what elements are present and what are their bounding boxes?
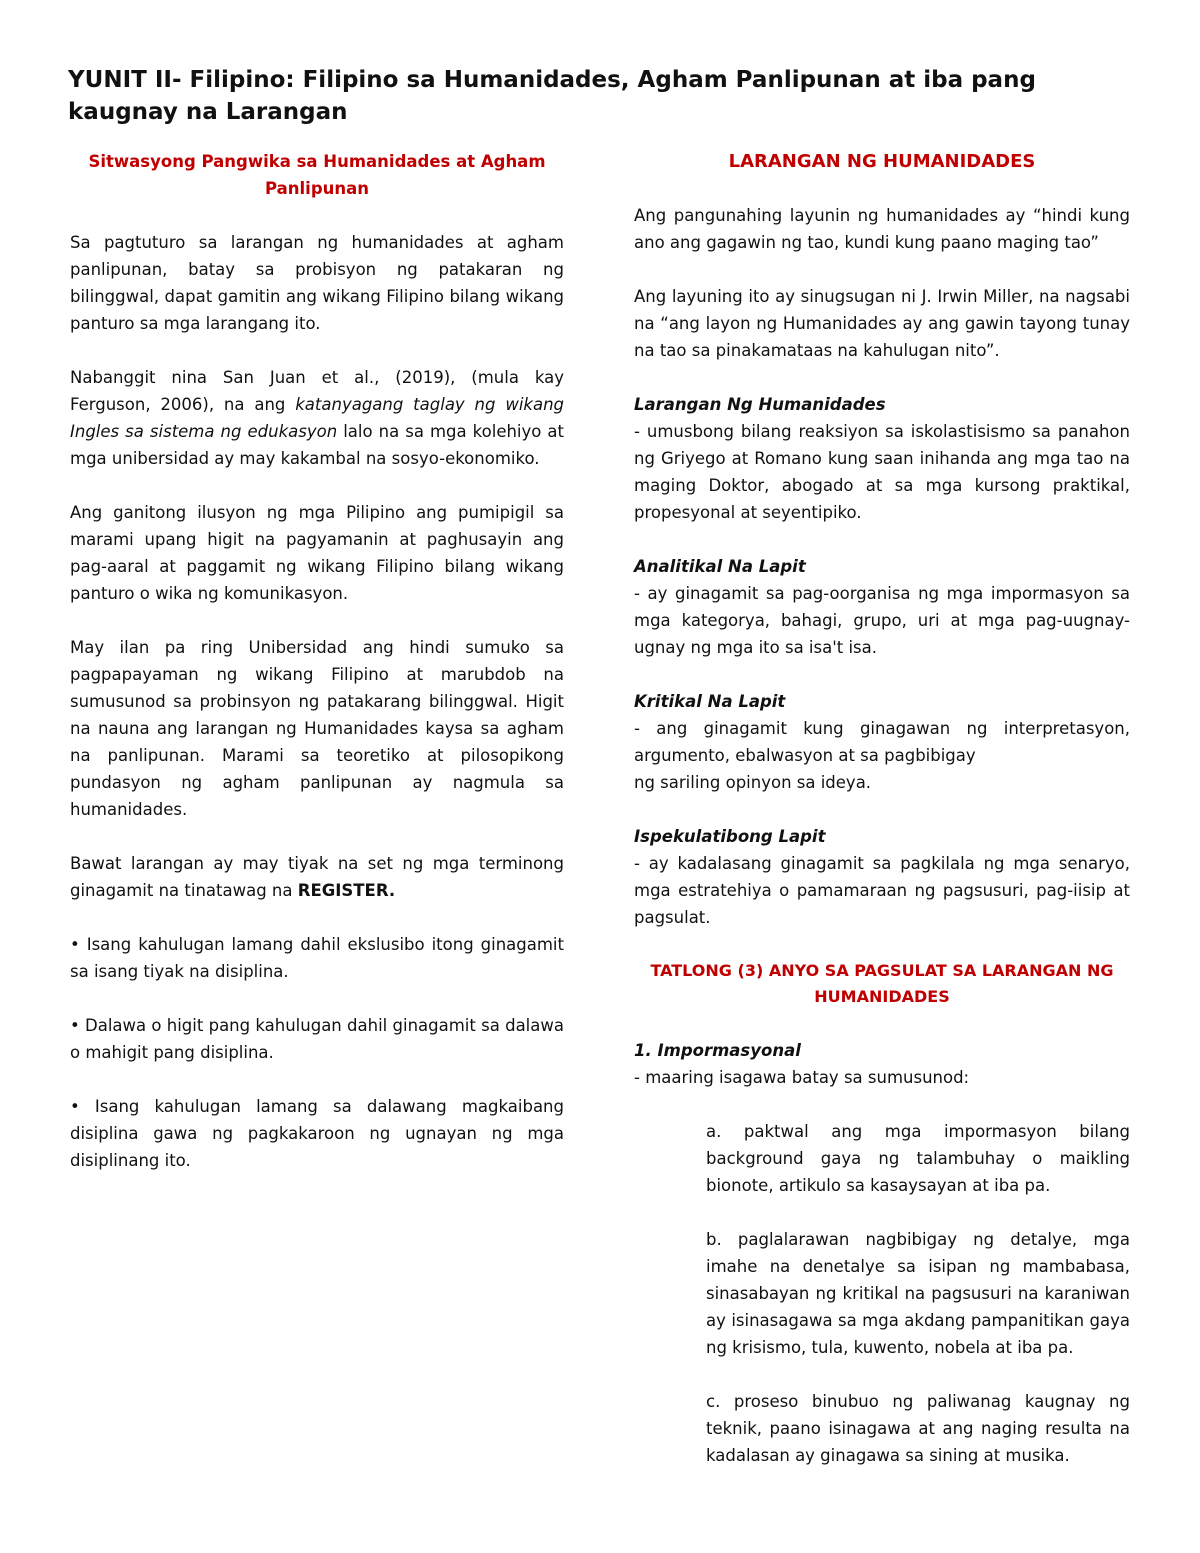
anyo-heading: TATLONG (3) ANYO SA PAGSULAT SA LARANGAN NG HUMANIDADES xyxy=(650,961,1114,1006)
numbered-item-1-text: - maaring isagawa batay sa sumusunod: xyxy=(634,1068,970,1087)
bullet-item-1: • Isang kahulugan lamang dahil ekslusibo itong ginagamit sa isang tiyak na disiplina. xyxy=(70,935,564,981)
page-title: YUNIT II- Filipino: Filipino sa Humanidades, Agham Panlipunan at iba pang kaugnay na Larangan xyxy=(68,67,1036,125)
kritikal-text-1: - ang ginagamit kung ginagawan ng interpretasyon, argumento, ebalwasyon at sa pagbibigay xyxy=(634,719,1130,765)
ispekulatibo-text: - ay kadalasang ginagamit sa pagkilala ng mga senaryo, mga estratehiya o pamamaraan ng pagsusuri, pag-iisip at pagsulat. xyxy=(634,854,1130,927)
right-column xyxy=(634,148,1130,1469)
left-paragraph-2-start: Nabanggit nina San Juan et al., (2019), (mula kay Ferguson, 2006), na ang xyxy=(70,368,564,414)
larangan-text: - umusbong bilang reaksiyon sa iskolastisismo sa panahon ng Griyego at Romano kung saan inihanda ang mga tao na maging Doktor, abogado at sa mga kursong praktikal, propesyonal at seyentipiko. xyxy=(634,422,1130,522)
bullet-item-2: • Dalawa o higit pang kahulugan dahil ginagamit sa dalawa o mahigit pang disiplina. xyxy=(70,1016,564,1062)
left-paragraph-1: Sa pagtuturo sa larangan ng humanidades at agham panlipunan, batay sa probisyon ng patakaran ng bilinggwal, dapat gamitin ang wikang Filipino bilang wikang panturo sa mga larangang ito. xyxy=(70,233,564,333)
left-paragraph-3: Ang ganitong ilusyon ng mga Pilipino ang pumipigil sa marami upang higit na pagyamanin at paghusayin ang pag-aaral at paggamit ng wikang Filipino bilang wikang panturo o wika ng komunikasyon. xyxy=(70,503,564,603)
sub-item-a: a. paktwal ang mga impormasyon bilang background gaya ng talambuhay o maikling bionote, artikulo sa kasaysayan at iba pa. xyxy=(706,1122,1130,1195)
left-section-heading: Sitwasyong Pangwika sa Humanidades at Agham Panlipunan xyxy=(88,152,546,198)
register-term: REGISTER. xyxy=(297,881,396,900)
sub-item-c: c. proseso binubuo ng paliwanag kaugnay ng teknik, paano isinagawa at ang naging resulta na kadalasan ay ginagawa sa sining at musika. xyxy=(706,1392,1130,1465)
kritikal-text-2: ng sariling opinyon sa ideya. xyxy=(634,773,872,792)
numbered-item-1-title: 1. Impormasyonal xyxy=(634,1041,801,1060)
right-section-heading: LARANGAN NG HUMANIDADES xyxy=(728,151,1036,172)
left-paragraph-2-end: lalo na sa mga kolehiyo at mga unibersidad ay may kakambal na sosyo-ekonomiko. xyxy=(70,422,564,468)
subheading-ispekulatibo: Ispekulatibong Lapit xyxy=(634,827,826,846)
left-paragraph-2 xyxy=(70,364,564,472)
left-paragraph-4: May ilan pa ring Unibersidad ang hindi sumuko sa pagpapayaman ng wikang Filipino at marubdob na sumusunod sa probinsyon ng patakarang bilinggwal. Higit na nauna ang larangan ng Humanidades kaysa sa agham na panlipunan. Marami sa teoretiko at pilosopikong pundasyon ng agham panlipunan ay nagmula sa humanidades. xyxy=(70,638,564,819)
subheading-analitikal: Analitikal Na Lapit xyxy=(634,557,806,576)
subheading-kritikal: Kritikal Na Lapit xyxy=(634,692,786,711)
subheading-larangan: Larangan Ng Humanidades xyxy=(634,395,886,414)
left-paragraph-5-text: Bawat larangan ay may tiyak na set ng mga terminong ginagamit na tinatawag na xyxy=(70,854,564,900)
bullet-item-3: • Isang kahulugan lamang sa dalawang magkaibang disiplina gawa ng pagkakaroon ng ugnayan ng mga disiplinang ito. xyxy=(70,1097,564,1170)
right-paragraph-1: Ang pangunahing layunin ng humanidades ay “hindi kung ano ang gagawin ng tao, kundi kung paano maging tao” xyxy=(634,206,1130,252)
left-paragraph-5 xyxy=(70,850,564,904)
analitikal-text: - ay ginagamit sa pag-oorganisa ng mga impormasyon sa mga kategorya, bahagi, grupo, uri at mga pag-uugnay-ugnay ng mga ito sa isa't isa. xyxy=(634,584,1130,657)
left-column xyxy=(70,148,564,1174)
right-paragraph-2: Ang layuning ito ay sinugsugan ni J. Irwin Miller, na nagsabi na “ang layon ng Humanidades ay ang gawin tayong tunay na tao sa pinakamataas na kahulugan nito”. xyxy=(634,287,1130,360)
left-paragraph-2-italic: katanyagang taglay ng wikang Ingles sa sistema ng edukasyon xyxy=(70,395,564,441)
sub-item-b: b. paglalarawan nagbibigay ng detalye, mga imahe na denetalye sa isipan ng mambabasa, sinasabayan ng kritikal na pagsusuri na karaniwan ay isinasagawa sa mga akdang pampanitikan gaya ng krisismo, tula, kuwento, nobela at iba pa. xyxy=(706,1230,1130,1357)
